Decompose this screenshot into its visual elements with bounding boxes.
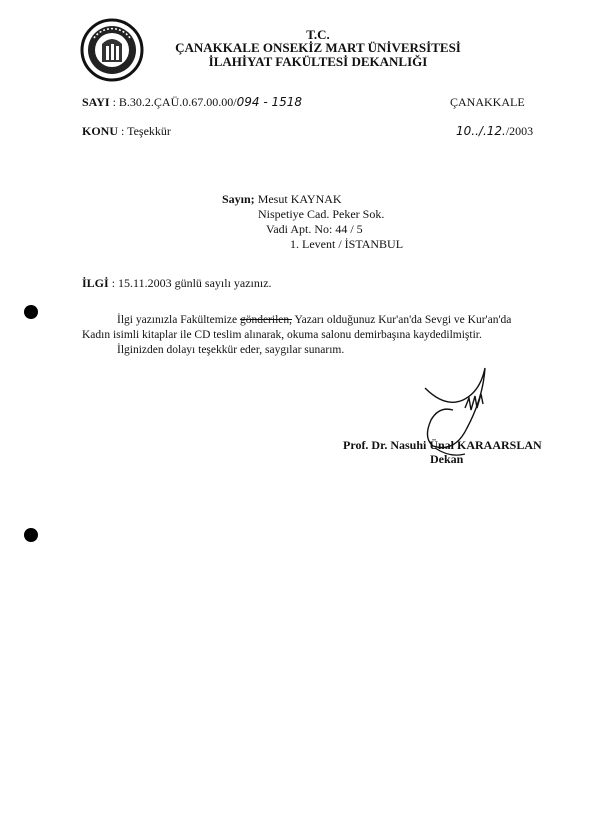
signer-title: Dekan (430, 452, 464, 466)
recipient-address-1: Nispetiye Cad. Peker Sok. (258, 207, 385, 221)
reference-label: İLGİ (82, 276, 109, 290)
date-year: /2003 (505, 124, 534, 138)
signer-name: Prof. Dr. Nasuhi Ünal KARAARSLAN (343, 438, 542, 452)
konu-label: KONU (82, 124, 118, 138)
city: ÇANAKKALE (450, 95, 525, 109)
recipient-salutation: Sayın; Mesut KAYNAK (222, 192, 342, 206)
reference-row (82, 276, 272, 291)
header-faculty: İLAHİYAT FAKÜLTESİ DEKANLIĞI (208, 54, 428, 69)
recipient-address-3: 1. Levent / İSTANBUL (290, 237, 404, 251)
punch-hole-mark (24, 305, 38, 319)
konu-value: : Teşekkür (121, 124, 171, 138)
sayi-value: : B.30.2.ÇAÜ.0.67.00.00/ (112, 95, 237, 109)
header-tc: T.C. (306, 27, 330, 42)
reference-text: : 15.11.2003 günlü sayılı yazınız. (111, 276, 272, 290)
recipient-name: Mesut KAYNAK (257, 192, 342, 206)
date (456, 124, 533, 139)
sayi-label: SAYI (82, 95, 110, 109)
punch-hole-mark (24, 528, 38, 542)
body-paragraph-2: İlginizden dolayı teşekkür eder, saygılar sunarım. (117, 344, 345, 356)
body-paragraph-1-line-2: Kadın isimli kitaplar ile CD teslim alınarak, okuma salonu demirbaşına kaydedilmiştir. (82, 329, 482, 341)
header-university: ÇANAKKALE ONSEKİZ MART ÜNİVERSİTESİ (175, 40, 461, 55)
body-paragraph-1-line-1: İlgi yazınızla Fakültemize gönderilen, Yazarı olduğunuz Kur'an'da Sevgi ve Kur'an'da (117, 314, 512, 326)
recipient-address-2: Vadi Apt. No: 44 / 5 (266, 222, 363, 236)
sayi-row (82, 95, 302, 110)
konu-row (82, 124, 171, 139)
sayi-handwritten: 094 - 1518 (236, 95, 302, 109)
date-handwritten: 10../.12. (456, 124, 506, 138)
